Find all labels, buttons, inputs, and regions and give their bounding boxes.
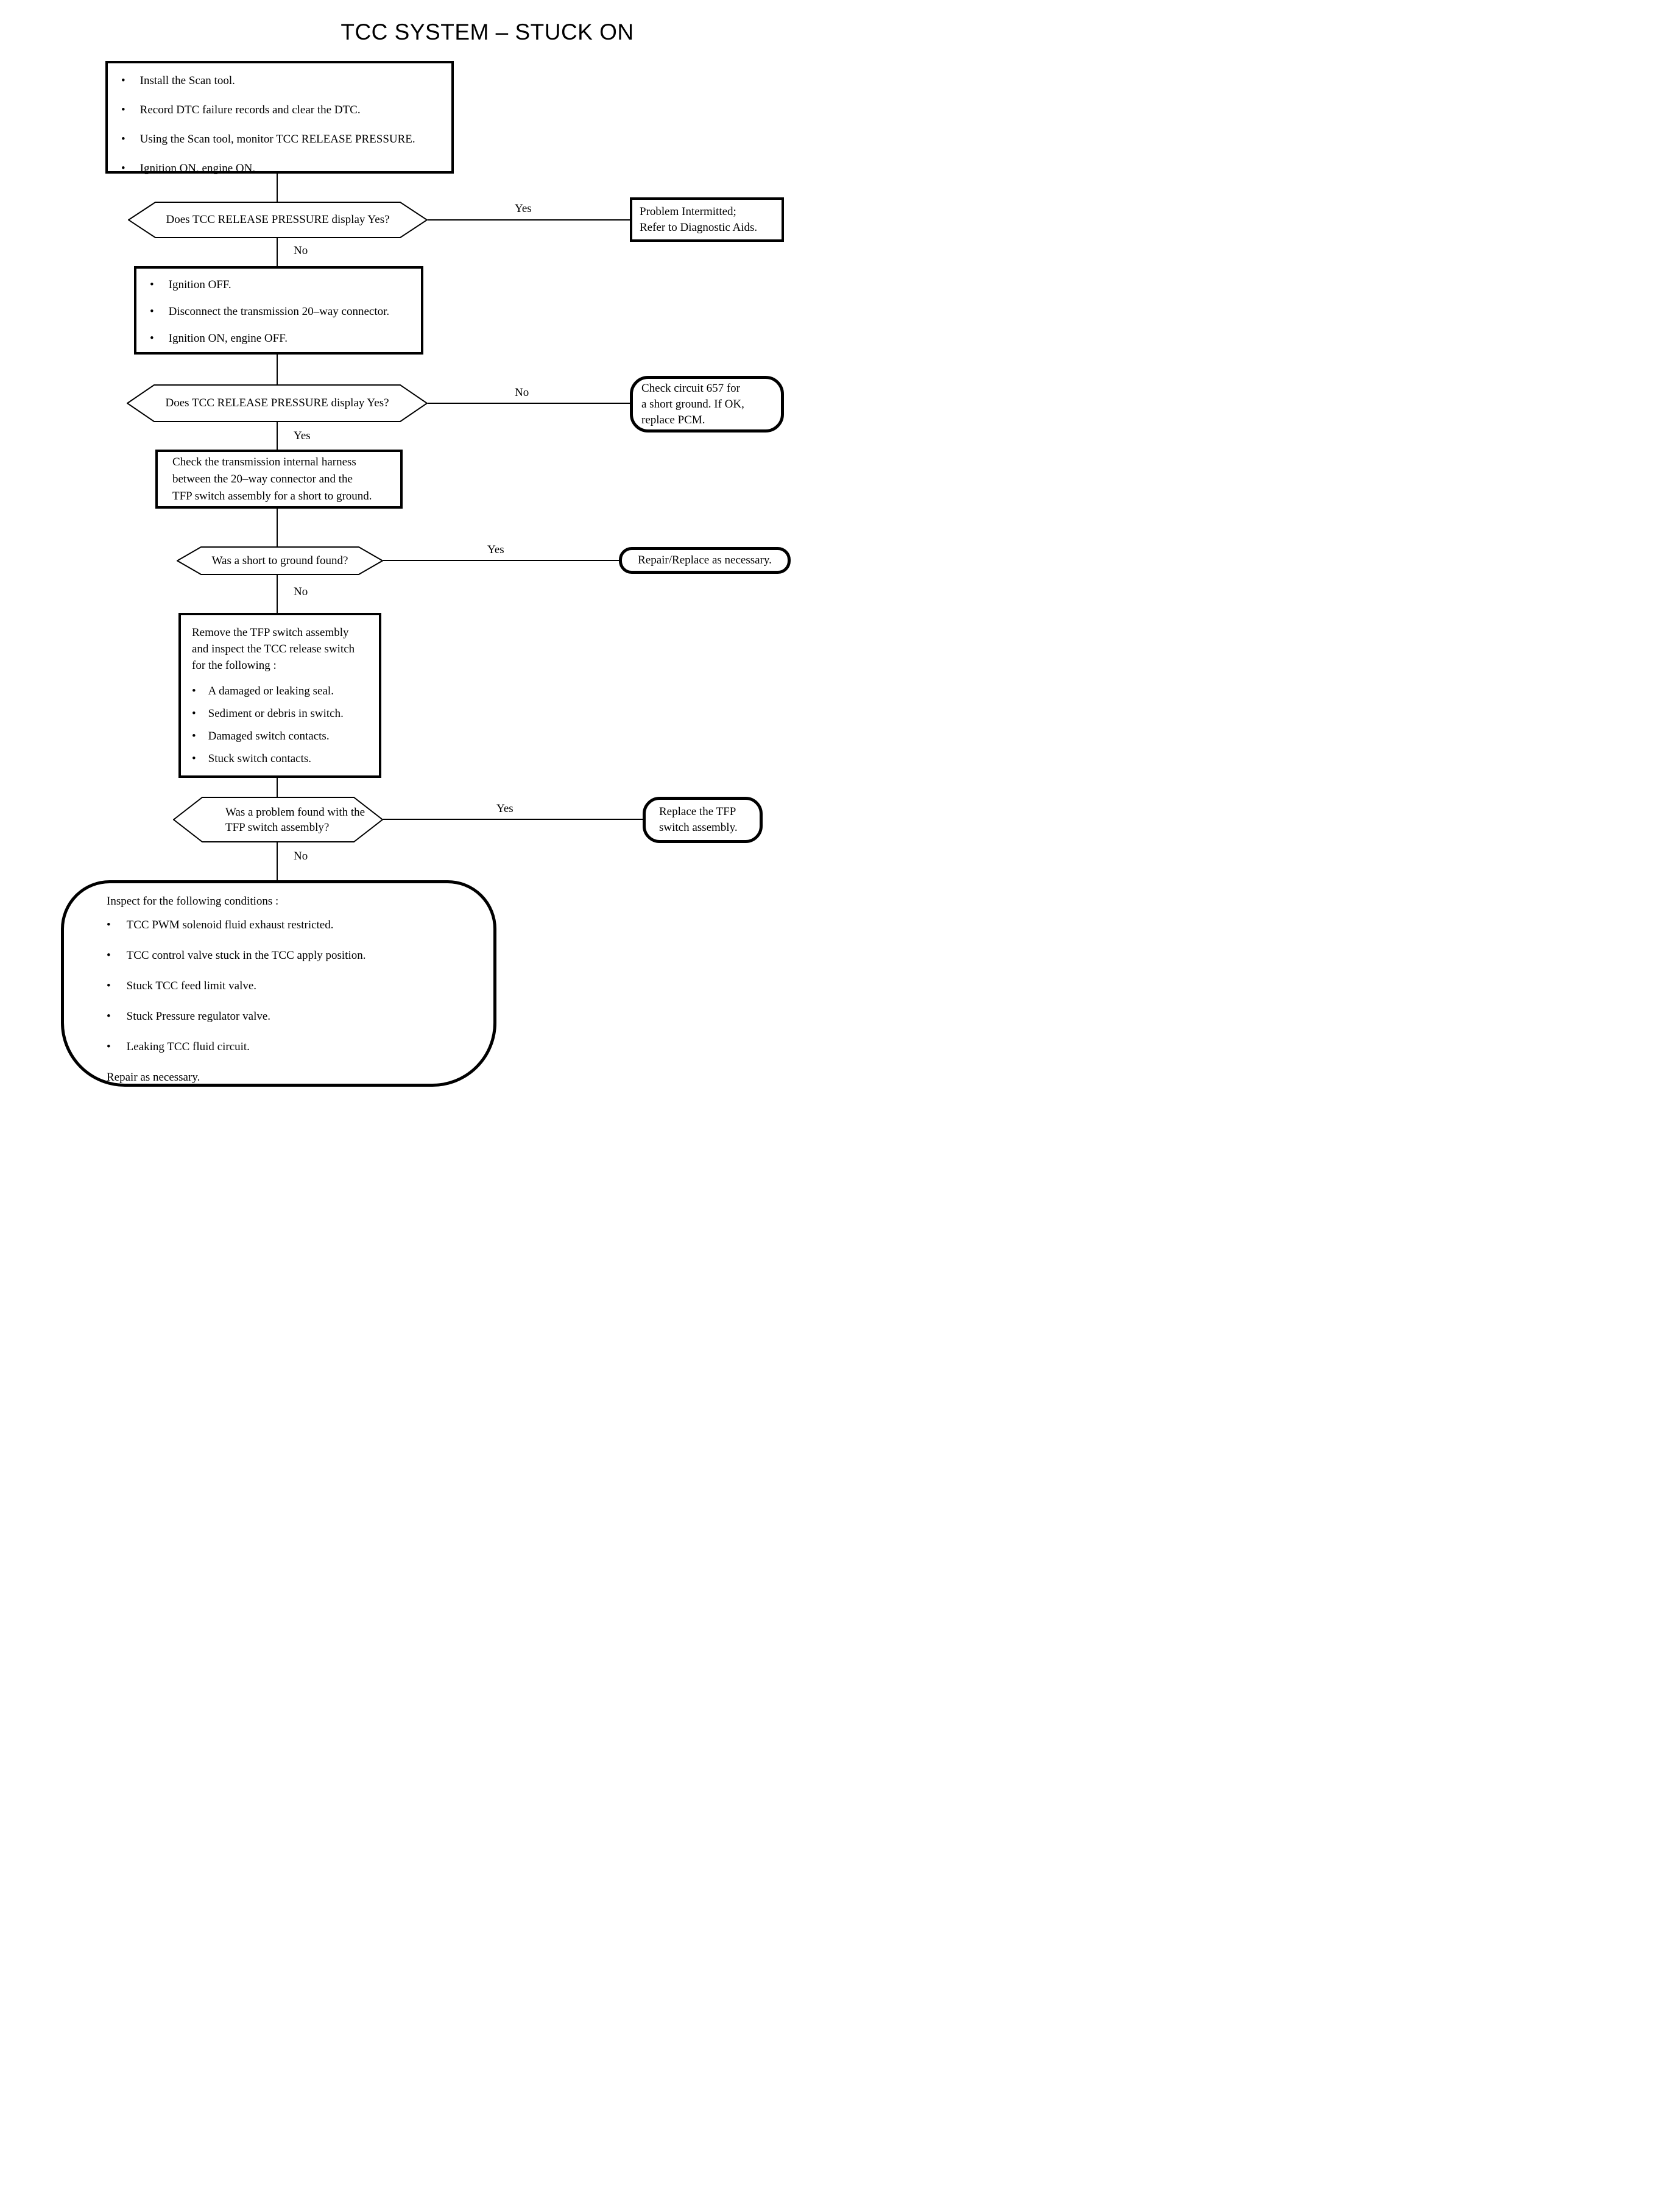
connector-decision3-no (277, 575, 278, 613)
list-item (192, 752, 373, 766)
list-item-text: Ignition ON, engine ON. (139, 162, 256, 175)
edge-no-label: No (294, 850, 308, 863)
result-line: Check circuit 657 for (641, 381, 740, 395)
connector-decision2-yes (277, 422, 278, 450)
decision-3-text: Was a short to ground found? (211, 554, 348, 567)
bullet-icon: • (107, 919, 111, 931)
inspect-conditions-container (61, 880, 496, 1087)
result-line: switch assembly. (659, 821, 738, 834)
list-item-text: Sediment or debris in switch. (208, 707, 344, 720)
list-item-text: Leaking TCC fluid circuit. (126, 1040, 250, 1053)
list-item (121, 161, 443, 176)
page-title: TCC SYSTEM – STUCK ON (341, 19, 634, 44)
bullet-icon: • (192, 752, 196, 765)
list-item (192, 684, 373, 699)
list-item (107, 1040, 475, 1054)
list-item (107, 979, 475, 994)
list-item-text: A damaged or leaking seal. (208, 685, 334, 697)
bullet-icon: • (107, 1010, 111, 1023)
list-item (121, 103, 443, 118)
list-item (107, 948, 475, 963)
bullet-icon: • (150, 278, 154, 291)
bullet-icon: • (192, 707, 196, 720)
edge-yes-label: Yes (487, 543, 504, 556)
connector-harness-to-decision3 (277, 509, 278, 546)
heading-line: for the following : (192, 659, 277, 672)
bullet-icon: • (121, 162, 125, 175)
result-line: Refer to Diagnostic Aids. (640, 221, 758, 234)
connector-decision4-no (277, 842, 278, 880)
connector-action-to-decision2 (277, 355, 278, 384)
inspect-footer: Repair as necessary. (107, 1071, 200, 1084)
decision-2-hexagon (127, 384, 428, 422)
bullet-icon: • (192, 685, 196, 697)
bullet-icon: • (121, 104, 125, 116)
heading-line: and inspect the TCC release switch (192, 643, 355, 655)
connector-tfp-to-decision4 (277, 778, 278, 797)
connector-start-to-decision1 (277, 174, 278, 202)
edge-yes-label: Yes (496, 802, 514, 815)
decision-1-hexagon (128, 202, 428, 238)
tfp-box-heading (192, 624, 373, 674)
connector-decision4-yes (383, 819, 643, 820)
list-item-text: TCC control valve stuck in the TCC apply position. (126, 949, 366, 962)
decision-4-hexagon (173, 797, 383, 842)
list-item (107, 918, 475, 933)
bullet-icon: • (121, 74, 125, 87)
harness-line: TFP switch assembly for a short to ground. (172, 489, 372, 503)
list-item (192, 707, 373, 721)
edge-yes-label: Yes (294, 429, 311, 442)
list-item-text: Stuck TCC feed limit valve. (126, 980, 257, 992)
decision-4-line: TFP switch assembly? (225, 821, 330, 834)
list-item-text: Damaged switch contacts. (208, 730, 330, 743)
list-item (107, 1009, 475, 1024)
start-box-list (121, 74, 443, 176)
result-line: Replace the TFP (659, 805, 736, 818)
tfp-inspect-box (178, 613, 381, 778)
heading-line: Remove the TFP switch assembly (192, 626, 349, 639)
list-item (150, 278, 414, 292)
flowchart-page (0, 0, 840, 1105)
connector-decision1-yes (428, 219, 630, 221)
action-box-list (150, 278, 414, 346)
decision-2-text: Does TCC RELEASE PRESSURE display Yes? (165, 397, 389, 409)
result-line: Repair/Replace as necessary. (638, 554, 772, 567)
list-item-text: Disconnect the transmission 20–way connector. (168, 305, 390, 318)
list-item (192, 729, 373, 744)
bullet-icon: • (107, 980, 111, 992)
bullet-icon: • (107, 949, 111, 962)
connector-decision3-yes (383, 560, 619, 561)
result-line: replace PCM. (641, 413, 705, 426)
bullet-icon: • (121, 133, 125, 146)
action-box (134, 266, 423, 355)
list-item-text: Install the Scan tool. (139, 74, 235, 87)
edge-no-label: No (294, 585, 308, 598)
list-item (150, 331, 414, 346)
inspect-list (107, 918, 475, 1054)
list-item-text: Stuck switch contacts. (208, 752, 312, 765)
replace-tfp-terminal (643, 797, 763, 843)
list-item-text: Ignition ON, engine OFF. (168, 332, 288, 345)
bullet-icon: • (192, 730, 196, 743)
list-item (150, 305, 414, 319)
harness-line: between the 20–way connector and the (172, 472, 353, 485)
bullet-icon: • (107, 1040, 111, 1053)
edge-yes-label: Yes (515, 202, 532, 215)
harness-check-box (155, 450, 403, 509)
list-item-text: Using the Scan tool, monitor TCC RELEASE PRESSURE. (139, 133, 415, 146)
tfp-box-list (192, 684, 373, 766)
list-item (121, 132, 443, 147)
intermittent-result-box (630, 197, 784, 242)
list-item (121, 74, 443, 88)
bullet-icon: • (150, 305, 154, 318)
check-circuit-terminal (630, 376, 784, 432)
result-line: Problem Intermitted; (640, 205, 736, 218)
decision-3-hexagon (177, 546, 383, 575)
connector-decision1-no (277, 238, 278, 266)
edge-no-label: No (515, 386, 529, 399)
harness-line: Check the transmission internal harness (172, 455, 356, 468)
bullet-icon: • (150, 332, 154, 345)
list-item-text: Record DTC failure records and clear the DTC. (139, 104, 361, 116)
list-item-text: TCC PWM solenoid fluid exhaust restricted. (126, 919, 334, 931)
list-item-text: Ignition OFF. (168, 278, 231, 291)
inspect-heading: Inspect for the following conditions : (107, 895, 279, 908)
decision-1-text: Does TCC RELEASE PRESSURE display Yes? (166, 213, 390, 226)
result-line: a short ground. If OK, (641, 397, 744, 411)
edge-no-label: No (294, 244, 308, 257)
connector-decision2-no (428, 403, 630, 404)
start-box (105, 61, 454, 174)
list-item-text: Stuck Pressure regulator valve. (126, 1010, 271, 1023)
repair-replace-terminal (619, 547, 791, 574)
decision-4-line: Was a problem found with the (225, 805, 365, 819)
